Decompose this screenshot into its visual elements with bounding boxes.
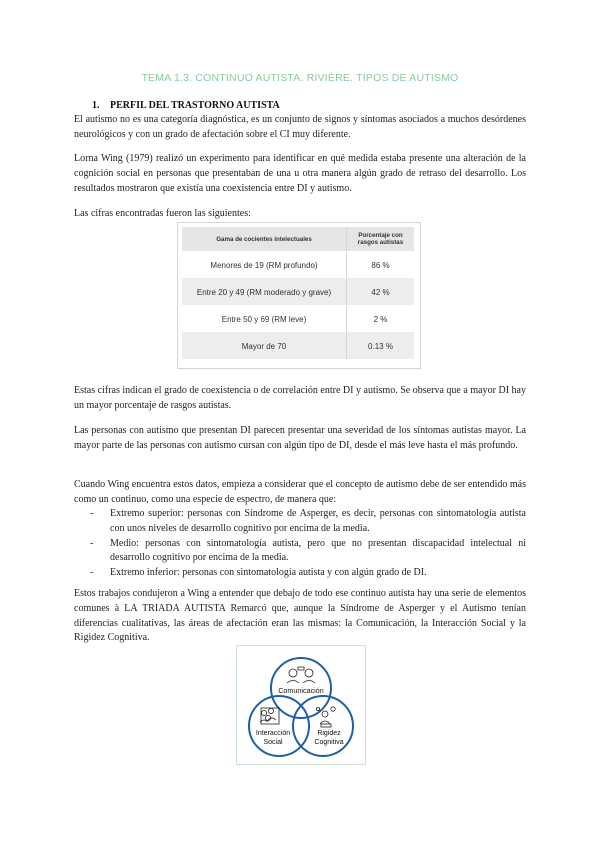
paragraph-5: Las personas con autismo que presentan DI parecen presentar una severidad de los síntomas autistas mayor. La mayor parte de las personas con autismo cursan con algún tipo de DI, desde el más leve hasta el más profundo.: [74, 425, 526, 451]
section-heading-text: PERFIL DEL TRASTORNO AUTISTA: [110, 100, 280, 111]
table-row: [182, 279, 414, 306]
cognitive-rigidity-icon: [316, 707, 335, 727]
table-cell: Entre 20 y 49 (RM moderado y grave): [182, 279, 347, 306]
table-cell: Entre 50 y 69 (RM leve): [182, 306, 347, 333]
label-social-line2: Social: [263, 739, 283, 746]
list-item: [90, 537, 526, 567]
table-header-percentage: Porcentaje con rasgos autistas: [347, 227, 415, 252]
list-item: [90, 566, 526, 581]
table-cell: 42 %: [347, 279, 415, 306]
paragraph-1: El autismo no es una categoría diagnóstica, es un conjunto de signos y síntomas asociados a muchos desórdenes neurológicos y con un grado de afectación sobre el CI muy diferente.: [74, 114, 526, 140]
label-rigidity-line2: Cognitiva: [314, 739, 344, 746]
spectrum-list: [90, 507, 526, 581]
paragraph-2: Lorna Wing (1979) realizó un experimento para identificar en qué medida estaba presente una alteración de la cognición social en personas que presentaban de una u otra manera algún grado de retraso del desarrollo. Los resultados mostraron que existía una coexistencia entre DI y autismo.: [74, 153, 526, 194]
label-social-line1: Interacción: [255, 730, 291, 737]
section-number: 1.: [92, 100, 100, 111]
table-row: [182, 252, 414, 279]
section-heading: [92, 100, 280, 111]
social-interaction-icon: [260, 708, 279, 724]
table-cell: 86 %: [347, 252, 415, 279]
label-communication: Comunicación: [278, 686, 324, 695]
di-autism-table: [182, 227, 414, 360]
table-cell: 0.13 %: [347, 333, 415, 360]
triad-venn-svg: [237, 646, 365, 764]
table-cell: Menores de 19 (RM profundo): [182, 252, 347, 279]
page-title: TEMA 1.3. CONTINUO AUTISTA. RIVIÈRE. TIPOS DE AUTISMO: [141, 72, 459, 84]
paragraph-7: Estos trabajos condujeron a Wing a entender que debajo de todo ese continuo autista hay una serie de elementos comunes à LA TRIADA AUTISTA Remarcó que, aunque la Síndrome de Asperger y el Autismo tenían diferencias cualitativas, las áreas de afectación eran las mismas: la Comunicación, la Interacción Social y la Rigidez Cognitiva.: [74, 588, 526, 644]
list-item: [90, 507, 526, 537]
cognitive-rigidity-circle: [293, 696, 353, 756]
communication-icon: [287, 667, 315, 683]
list-item-text: Extremo superior: personas con Síndrome de Asperger, es decir, personas con sintomatología autista con unos niveles de desarrollo cognitivo por encima de la media.: [110, 508, 526, 534]
paragraph-3: Las cifras encontradas fueron las siguientes:: [74, 208, 251, 219]
table-cell: Mayor de 70: [182, 333, 347, 360]
paragraph-4: Estas cifras indican el grado de coexistencia o de correlación entre DI y autismo. Se observa que a mayor DI hay un mayor porcentaje de rasgos autistas.: [74, 385, 526, 411]
social-interaction-circle: [249, 696, 309, 756]
label-rigidity-line1: Rigidez: [317, 730, 341, 737]
list-item-text: Medio: personas con sintomatología autista, pero que no presentan discapacidad intelectual ni desarrollo cognitivo por encima de la media.: [110, 537, 526, 564]
list-dash: -: [90, 537, 94, 549]
list-dash: -: [90, 508, 94, 519]
list-item-text: Extremo inferior: personas con sintomatología autista y con algún grado de DI.: [110, 567, 427, 579]
autism-triad-diagram: [236, 645, 366, 765]
table-cell: 2 %: [347, 306, 415, 333]
di-table-frame: [177, 222, 421, 369]
table-header-iq-range: Gama de cocientes intelectuales: [182, 227, 347, 252]
table-row: [182, 333, 414, 360]
list-dash: -: [90, 567, 94, 579]
table-row: [182, 306, 414, 333]
paragraph-6: Cuando Wing encuentra estos datos, empieza a considerar que el concepto de autismo debe de ser entendido más como un continuo, como una especie de espectro, de manera que:: [74, 479, 526, 505]
